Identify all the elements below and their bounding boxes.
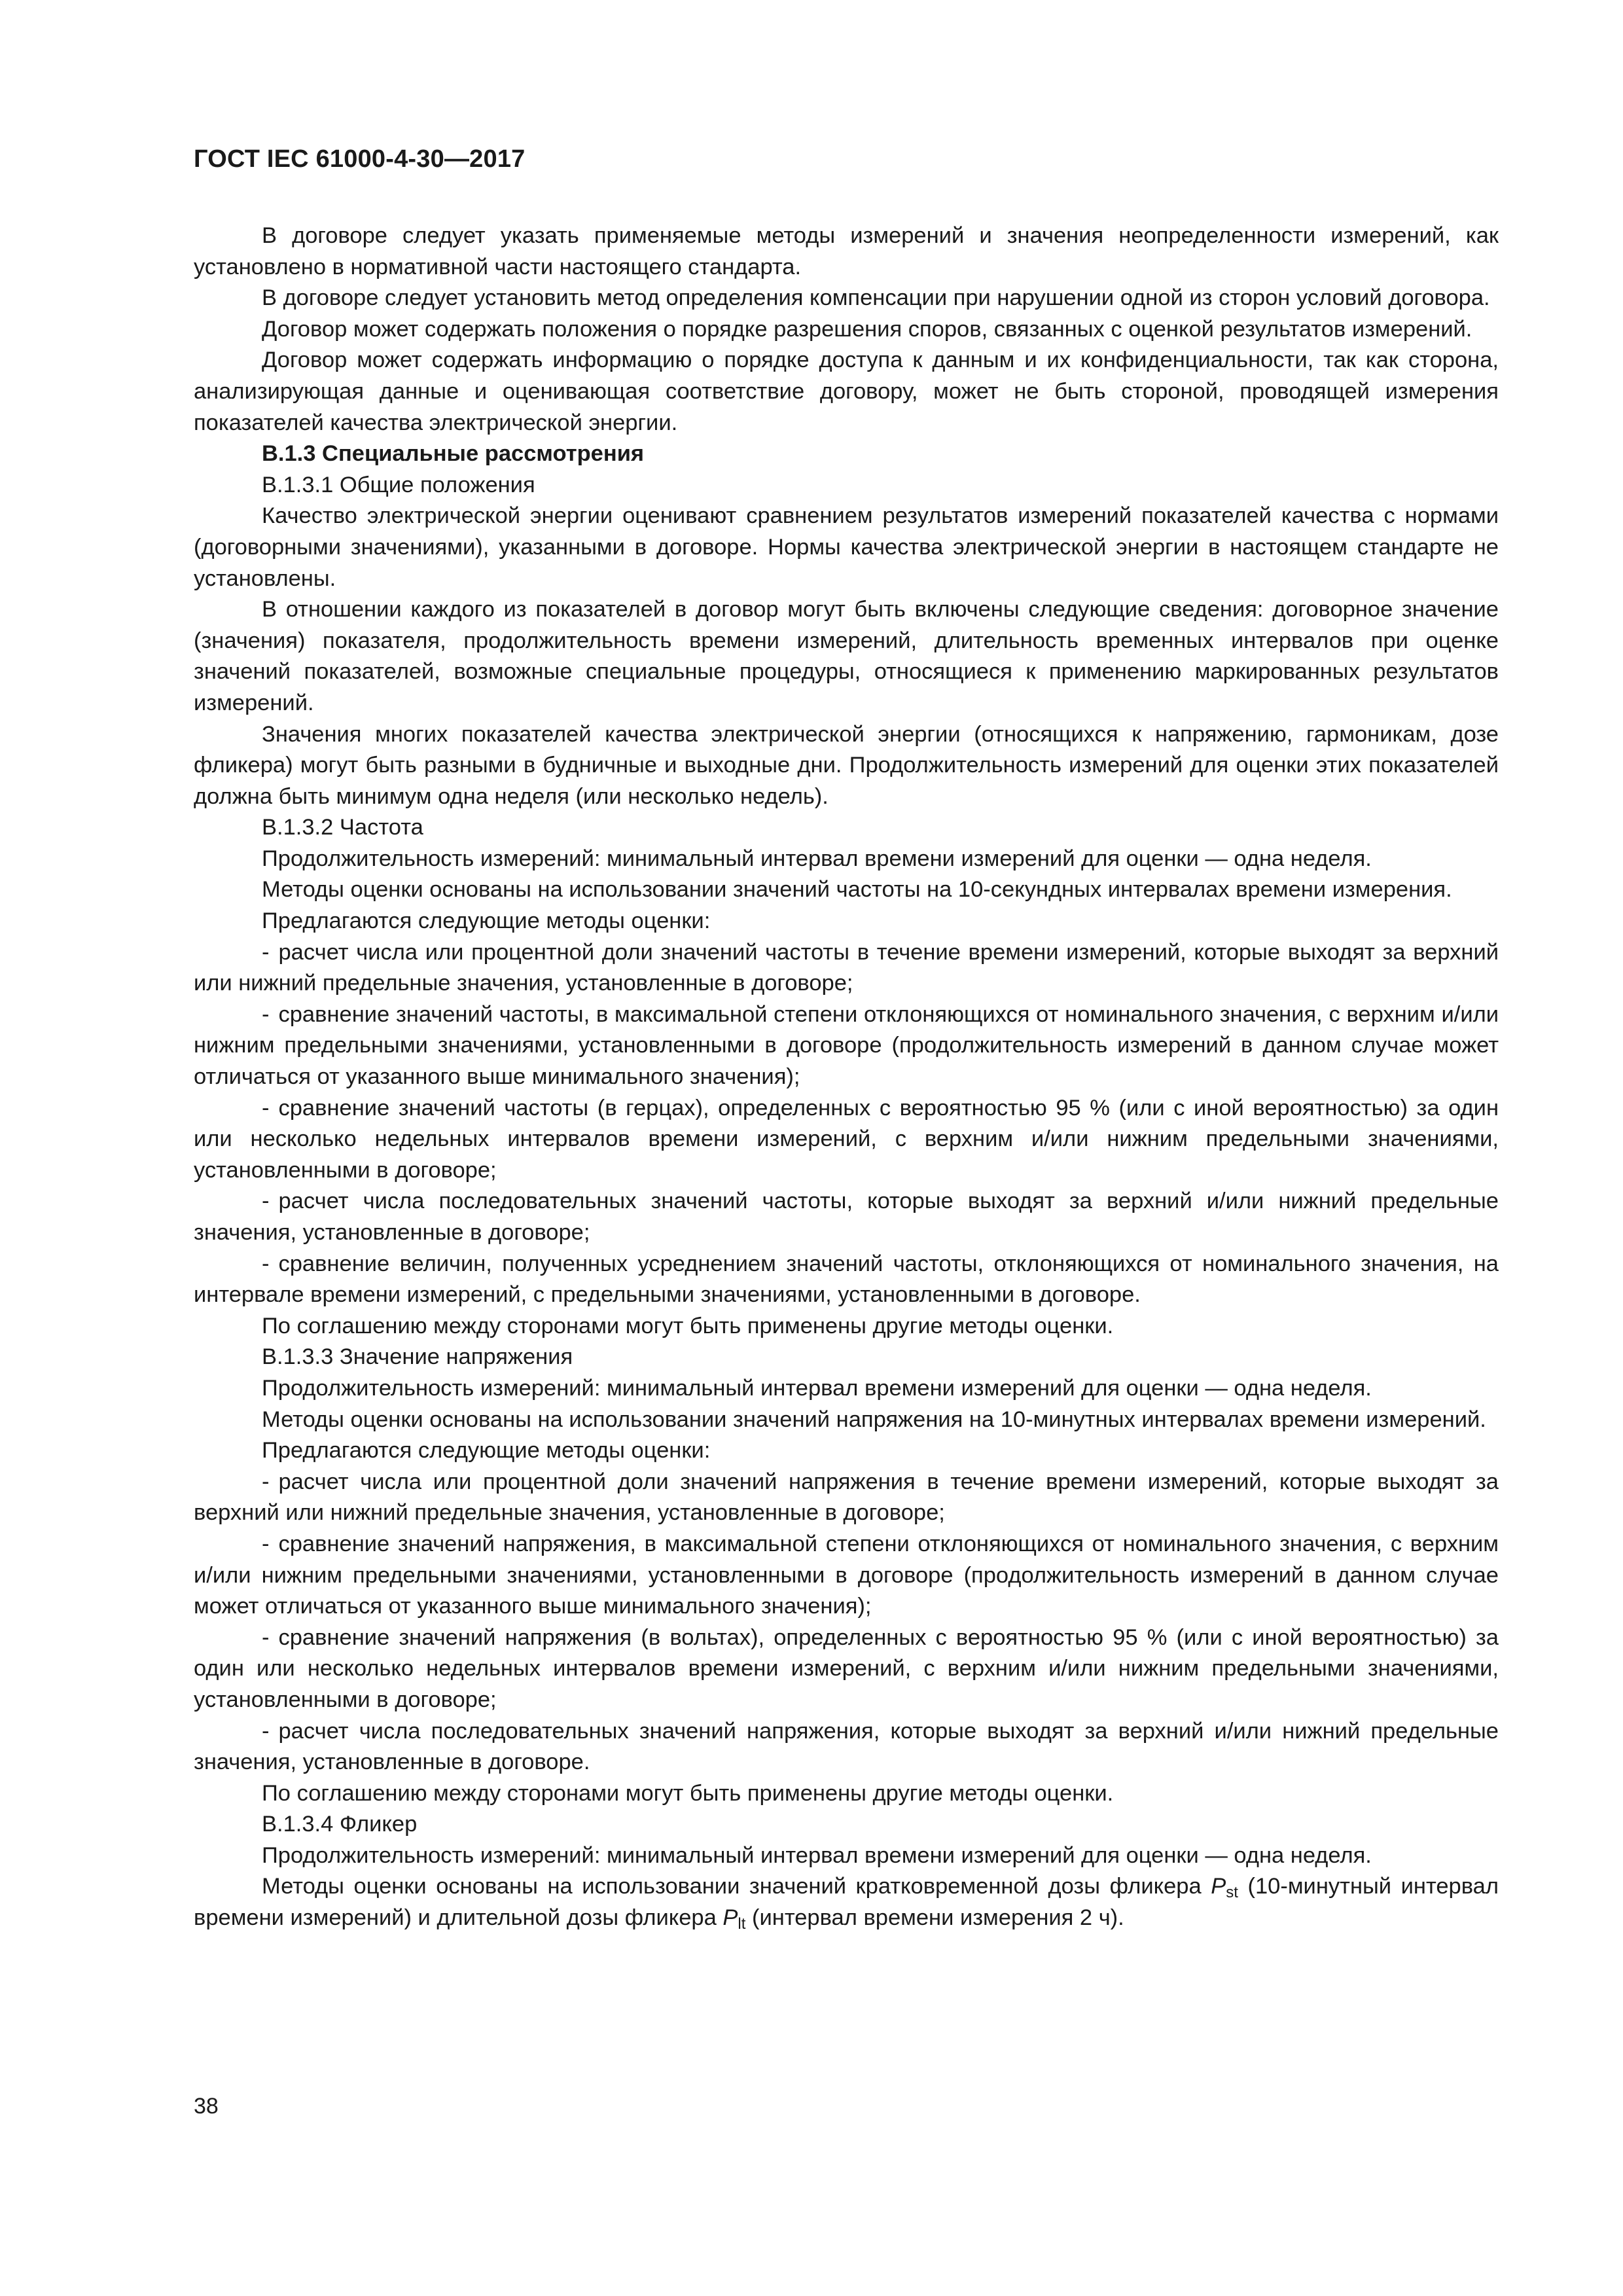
document-header: ГОСТ IEC 61000-4-30—2017 [194, 145, 526, 173]
paragraph: В договоре следует указать применяемые методы измерений и значения неопределенности измерений, как установлено в нормативной части настоящего стандарта. [194, 223, 1499, 279]
list-item-text: расчет числа или процентной доли значений напряжения в течение времени измерений, которые выходят за верхний или нижний предельные значения, установленные в договоре; [194, 1469, 1499, 1526]
paragraph: Предлагаются следующие методы оценки: [262, 908, 711, 934]
list-item-text: расчет числа последовательных значений частоты, которые выходят за верхний и/или нижний предельные значения, установленные в договоре; [194, 1189, 1499, 1245]
list-dash: - [262, 1469, 270, 1494]
paragraph: Значения многих показателей качества электрической энергии (относящихся к напряжению, гармоникам, дозе фликера) могут быть разными в будничные и выходные дни. Продолжительность измерений для оценки этих показателей должна быть минимум одна неделя (или несколько недель). [194, 721, 1499, 809]
page-content [194, 221, 1499, 1934]
subsection-heading-b131: В.1.3.1 Общие положения [262, 472, 535, 497]
paragraph: Договор может содержать положения о порядке разрешения споров, связанных с оценкой результатов измерений. [262, 316, 1472, 342]
list-dash: - [262, 1531, 270, 1556]
pst-subscript: st [1226, 1884, 1238, 1902]
list-item [194, 1623, 1499, 1716]
list-dash: - [262, 1189, 270, 1214]
paragraph: В отношении каждого из показателей в договор могут быть включены следующие сведения: договорное значение (значения) показателя, продолжительность времени измерений, длительность временных интервалов при оценке значений показателей, возможные специальные процедуры, относящиеся к применению маркированных результатов измерений. [194, 597, 1499, 715]
list-item [194, 937, 1499, 999]
paragraph: Продолжительность измерений: минимальный интервал времени измерений для оценки — одна неделя. [262, 846, 1372, 871]
paragraph: Качество электрической энергии оценивают сравнением результатов измерений показателей качества с нормами (договорными значениями), указанными в договоре. Нормы качества электрической энергии в настоящем стандарте не установлены. [194, 503, 1499, 591]
list-dash: - [262, 1624, 270, 1650]
paragraph: По соглашению между сторонами могут быть применены другие методы оценки. [262, 1313, 1114, 1338]
page-number: 38 [194, 2094, 219, 2119]
paragraph: Договор может содержать информацию о порядке доступа к данным и их конфиденциальности, так как сторона, анализирующая данные и оценивающая соответствие договору, может не быть стороной, проводящей измерения показателей качества электрической энергии. [194, 348, 1499, 435]
list-dash: - [262, 1251, 270, 1276]
list-item-text: сравнение величин, полученных усреднением значений частоты, отклоняющихся от номинального значения, на интервале времени измерений, с предельными значениями, установленными в договоре. [194, 1251, 1499, 1308]
paragraph: По соглашению между сторонами могут быть применены другие методы оценки. [262, 1780, 1114, 1806]
section-heading-b13: В.1.3 Специальные рассмотрения [262, 441, 645, 467]
paragraph: В договоре следует установить метод определения компенсации при нарушении одной из сторон условий договора. [262, 285, 1490, 311]
list-dash: - [262, 1718, 270, 1744]
list-dash: - [262, 1095, 270, 1121]
paragraph: Методы оценки основаны на использовании значений напряжения на 10-минутных интервалах времени измерений. [262, 1407, 1486, 1432]
subsection-heading-b134: В.1.3.4 Фликер [262, 1812, 418, 1837]
paragraph: Предлагаются следующие методы оценки: [262, 1438, 711, 1463]
list-dash: - [262, 939, 270, 965]
list-item-text: расчет числа последовательных значений напряжения, которые выходят за верхний и/или нижний предельные значения, установленные в договоре. [194, 1718, 1499, 1775]
list-item [194, 1093, 1499, 1187]
subsection-heading-b133: В.1.3.3 Значение напряжения [262, 1344, 573, 1370]
list-item [194, 1467, 1499, 1529]
plt-subscript: lt [738, 1915, 746, 1933]
paragraph: Методы оценки основаны на использовании значений частоты на 10-секундных интервалах времени измерения. [262, 877, 1452, 903]
paragraph: Продолжительность измерений: минимальный интервал времени измерений для оценки — одна неделя. [262, 1375, 1372, 1401]
list-item [194, 1529, 1499, 1623]
paragraph: Продолжительность измерений: минимальный интервал времени измерений для оценки — одна неделя. [262, 1842, 1372, 1868]
list-item-text: сравнение значений напряжения, в максимальной степени отклоняющихся от номинального значения, с верхним и/или нижним предельными значениями, установленными в договоре (продолжительность измерений в данном случае может отличаться от указанного выше минимального значения); [194, 1531, 1499, 1619]
text-run: (интервал времени измерения 2 ч). [745, 1905, 1124, 1931]
pst-symbol: P [1211, 1874, 1226, 1899]
plt-symbol: P [722, 1905, 738, 1931]
list-item [194, 1186, 1499, 1248]
text-run: Методы оценки основаны на использовании значений кратковременной дозы фликера [262, 1874, 1211, 1899]
list-item-text: сравнение значений частоты (в герцах), определенных с вероятностью 95 % (или с иной вероятностью) за один или несколько недельных интервалов времени измерений, с верхним и/или нижним предельными значениями, установленными в договоре; [194, 1095, 1499, 1183]
list-item-text: расчет числа или процентной доли значений частоты в течение времени измерений, которые выходят за верхний или нижний предельные значения, установленные в договоре; [194, 939, 1499, 996]
list-dash: - [262, 1001, 270, 1027]
text-run: (10-минутный интервал времени измерений) и длительной дозы фликера [194, 1874, 1499, 1931]
list-item-text: сравнение значений частоты, в максимальной степени отклоняющихся от номинального значения, с верхним и/или нижним предельными значениями, установленными в договоре (продолжительность измерений в данном случае может отличаться от указанного выше минимального значения); [194, 1001, 1499, 1090]
list-item [194, 999, 1499, 1093]
paragraph-flicker-methods [194, 1871, 1499, 1933]
list-item [194, 1716, 1499, 1778]
list-item [194, 1249, 1499, 1311]
subsection-heading-b132: В.1.3.2 Частота [262, 815, 423, 840]
list-item-text: сравнение значений напряжения (в вольтах), определенных с вероятностью 95 % (или с иной вероятностью) за один или несколько недельных интервалов времени измерений, с верхним и/или нижним предельными значениями, установленными в договоре; [194, 1624, 1499, 1712]
